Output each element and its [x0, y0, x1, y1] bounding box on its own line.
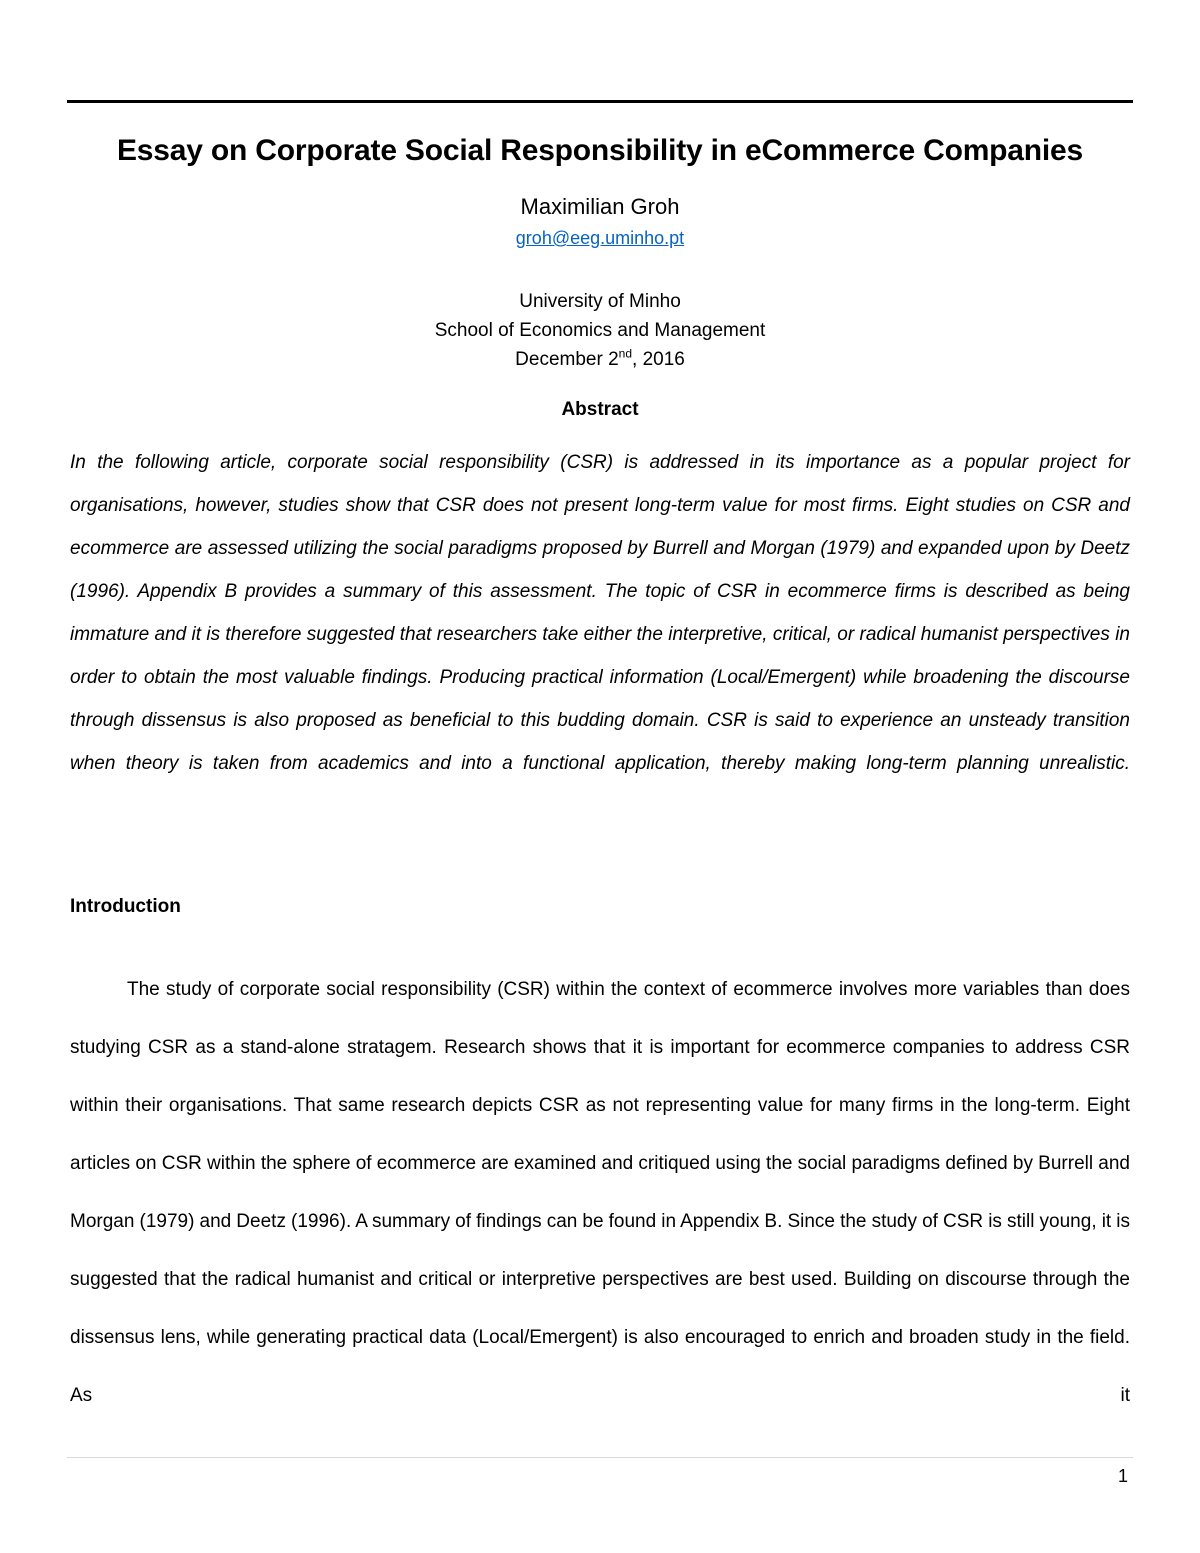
publication-date [67, 345, 1133, 374]
date-rest: , 2016 [632, 349, 685, 370]
footer-rule [67, 1457, 1133, 1458]
university-name: University of Minho [519, 291, 681, 312]
paper-title: Essay on Corporate Social Responsibility in eCommerce Companies [116, 134, 1084, 167]
header-rule [67, 100, 1133, 103]
author-email [67, 225, 1133, 251]
author-name: Maximilian Groh [520, 194, 680, 219]
introduction-heading: Introduction [70, 896, 181, 917]
affiliation-block [67, 287, 1133, 374]
author-email-link[interactable]: groh@eeg.uminho.pt [515, 228, 685, 248]
date-prefix: December 2 [515, 349, 619, 370]
abstract-heading: Abstract [561, 399, 639, 420]
introduction-text: The study of corporate social responsibility (CSR) within the context of ecommerce involves more variables than does studying CSR as a stand-alone stratagem. Research shows that it is important for ecommerce companies to address CSR within their organisations. That same research depicts CSR as not representing value for many firms in the long-term. Eight articles on CSR within the sphere of ecommerce are examined and critiqued using the social paradigms defined by Burrell and Morgan (1979) and Deetz (1996). A summary of findings can be found in Appendix B. Since the study of CSR is still young, it is suggested that the radical humanist and critical or interpretive perspectives are best used. Building on discourse through the dissensus lens, while generating practical data (Local/Emergent) is also encouraged to enrich and broaden study in the field. As it [70, 979, 1130, 1406]
abstract-text: In the following article, corporate social responsibility (CSR) is addressed in its importance as a popular project for organisations, however, studies show that CSR does not present long-term value for most firms. Eight studies on CSR and ecommerce are assessed utilizing the social paradigms proposed by Burrell and Morgan (1979) and expanded upon by Deetz (1996). Appendix B provides a summary of this assessment. The topic of CSR in ecommerce firms is described as being immature and it is therefore suggested that researchers take either the interpretive, critical, or radical humanist perspectives in order to obtain the most valuable findings. Producing practical information (Local/Emergent) while broadening the discourse through dissensus is also proposed as beneficial to this budding domain. CSR is said to experience an unsteady transition when theory is taken from academics and into a functional application, thereby making long-term planning unrealistic. [70, 452, 1130, 774]
page-number: 1 [1118, 1466, 1129, 1486]
school-name: School of Economics and Management [434, 320, 766, 341]
date-ordinal: nd [618, 346, 633, 361]
